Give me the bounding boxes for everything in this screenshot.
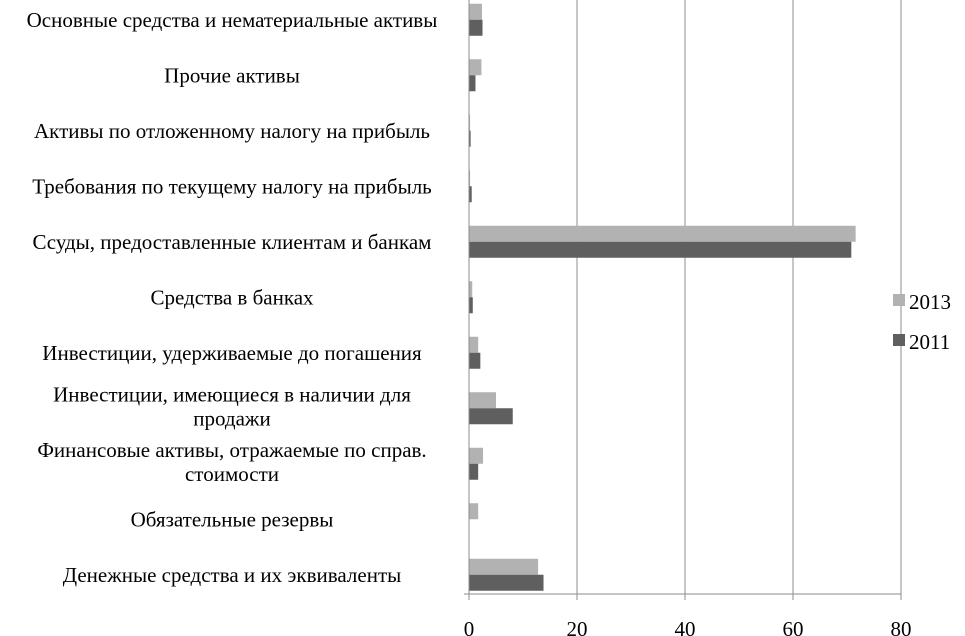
legend-swatch-2013 xyxy=(893,294,905,306)
x-tick-label: 80 xyxy=(890,617,912,636)
bar-2013 xyxy=(469,392,496,408)
legend-swatch-2011 xyxy=(893,334,905,346)
bar-2011 xyxy=(469,353,480,369)
bar-2013 xyxy=(469,559,538,575)
x-tick-label: 20 xyxy=(566,617,588,636)
bar-2011 xyxy=(469,575,544,591)
bars xyxy=(469,4,856,591)
category-label: Ссуды, предоставленные клиентам и банкам xyxy=(32,229,432,254)
category-label: Денежные средства и их эквиваленты xyxy=(62,562,402,587)
bar-2013 xyxy=(469,226,856,242)
bar-2011 xyxy=(469,75,475,91)
category-label: Основные средства и нематериальные активы xyxy=(26,7,438,32)
category-label: Обязательные резервы xyxy=(130,507,334,532)
category-label: Инвестиции, удерживаемые до погашения xyxy=(42,340,422,365)
bar-2013 xyxy=(469,503,478,519)
category-label: Требования по текущему налогу на прибыль xyxy=(32,174,432,199)
category-label: Средства в банках xyxy=(150,285,314,310)
category-label: Прочие активы xyxy=(164,63,300,88)
bar-2013 xyxy=(469,59,481,75)
bar-2013 xyxy=(469,337,478,353)
category-label: Финансовые активы, отражаемые по справ. стоимости xyxy=(37,437,427,486)
legend-label-2013: 2013 xyxy=(909,290,951,314)
bar-2011 xyxy=(469,464,478,480)
bar-2011 xyxy=(469,297,473,313)
axes xyxy=(464,0,901,600)
bar-2011 xyxy=(469,408,513,424)
bar-2013 xyxy=(469,4,482,20)
category-labels xyxy=(27,8,438,587)
bar-2011 xyxy=(469,242,851,258)
grid-lines xyxy=(577,0,901,594)
legend xyxy=(893,290,951,354)
legend-label-2011: 2011 xyxy=(909,330,951,354)
bar-2013 xyxy=(469,448,483,464)
category-label: Инвестиции, имеющиеся в наличии для продажи xyxy=(53,382,411,431)
x-tick-label: 40 xyxy=(674,617,696,636)
category-label: Активы по отложенному налогу на прибыль xyxy=(34,118,430,143)
x-tick-label: 60 xyxy=(782,617,804,636)
bar-2011 xyxy=(469,20,483,36)
x-tick-label: 0 xyxy=(463,617,475,636)
x-tick-labels xyxy=(464,617,912,636)
